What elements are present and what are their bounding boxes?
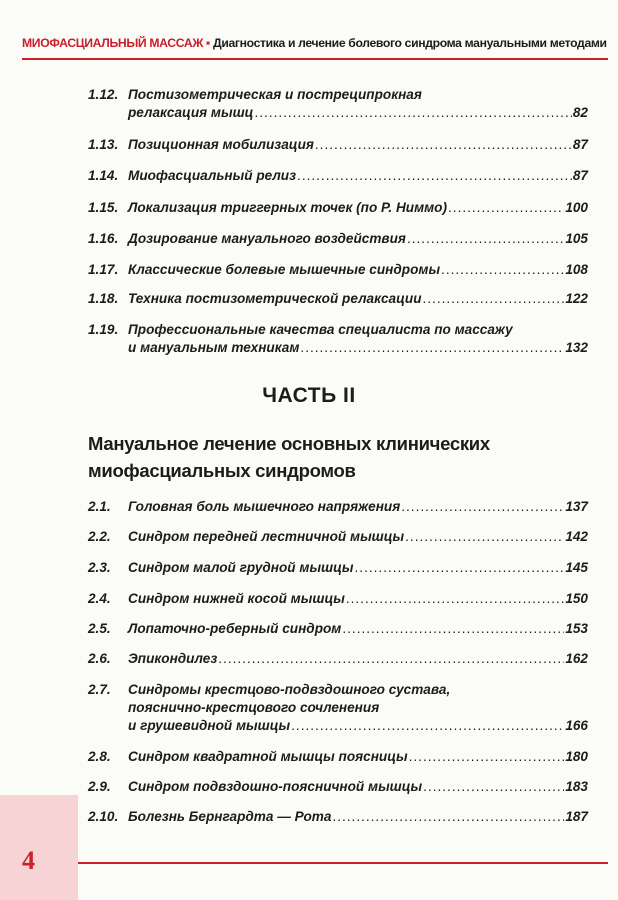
- toc-number: 2.1.: [88, 499, 111, 514]
- toc-page: 180: [565, 749, 588, 764]
- leader-dots: [218, 650, 564, 668]
- toc-number: 2.4.: [88, 591, 111, 606]
- leader-dots: [423, 290, 565, 308]
- toc-title: Профессиональные качества специалиста по массажу: [128, 322, 513, 337]
- toc-page: 162: [565, 651, 588, 666]
- toc-entry-2-4[interactable]: [88, 590, 588, 608]
- leader-dots: [448, 199, 564, 217]
- toc-entry-1-12[interactable]: [88, 86, 588, 122]
- toc-entry-2-9[interactable]: [88, 778, 588, 796]
- header-brand: МИОФАСЦИАЛЬНЫЙ МАССАЖ: [22, 36, 204, 50]
- toc-title: Головная боль мышечного напряжения: [128, 499, 401, 514]
- leader-dots: [441, 261, 564, 279]
- leader-dots: [300, 339, 564, 357]
- toc-entry-1-17[interactable]: [88, 261, 588, 279]
- toc-title: и мануальным техникам: [128, 340, 300, 355]
- toc-number: 1.18.: [88, 291, 119, 306]
- toc-title: Болезнь Бернгардта — Рота: [128, 809, 332, 824]
- toc-entry-2-2[interactable]: [88, 528, 588, 546]
- page-number: 4: [22, 846, 35, 875]
- header-rule: [22, 58, 608, 60]
- toc-title: и грушевидной мышцы: [128, 718, 291, 733]
- toc-number: 2.2.: [88, 529, 111, 544]
- toc-entry-1-18[interactable]: [88, 290, 588, 308]
- toc-title: Классические болевые мышечные синдромы: [128, 262, 441, 277]
- section-title-line: миофасциальных синдромов: [88, 460, 356, 481]
- leader-dots: [409, 748, 565, 766]
- toc-page: 100: [565, 200, 588, 215]
- toc-page: 87: [572, 137, 588, 152]
- leader-dots: [355, 559, 565, 577]
- leader-dots: [342, 620, 564, 638]
- toc-title: Синдром квадратной мышцы поясницы: [128, 749, 408, 764]
- toc-title: Дозирование мануального воздействия: [128, 231, 406, 246]
- toc-number: 1.16.: [88, 231, 119, 246]
- toc-entry-2-3[interactable]: [88, 559, 588, 577]
- toc-page: 108: [565, 262, 588, 277]
- part-title: ЧАСТЬ II: [262, 384, 356, 407]
- leader-dots: [297, 167, 572, 185]
- toc-title: Синдром подвздошно-поясничной мышцы: [128, 779, 423, 794]
- toc-page: 153: [565, 621, 588, 636]
- toc-page: 183: [565, 779, 588, 794]
- toc-page: 150: [565, 591, 588, 606]
- toc-page: 87: [572, 168, 588, 183]
- toc-title: Синдромы крестцово-подвздошного сустава,: [128, 682, 451, 697]
- toc-entry-2-6[interactable]: [88, 650, 588, 668]
- toc-number: 1.14.: [88, 168, 119, 183]
- toc-title: Техника постизометрической релаксации: [128, 291, 422, 306]
- toc-title: Постизометрическая и постреципрокная: [128, 87, 422, 102]
- section-title-line: Мануальное лечение основных клинических: [88, 433, 490, 454]
- leader-dots: [254, 104, 571, 122]
- section-title: [88, 430, 558, 484]
- toc-page: 82: [572, 105, 588, 120]
- toc-number: 1.13.: [88, 137, 119, 152]
- toc-number: 1.12.: [88, 87, 119, 102]
- leader-dots: [405, 528, 564, 546]
- toc-entry-2-7[interactable]: [88, 681, 588, 735]
- toc-number: 2.7.: [88, 682, 111, 697]
- toc-title: Лопаточно-реберный синдром: [128, 621, 342, 636]
- toc-number: 1.17.: [88, 262, 119, 277]
- leader-dots: [332, 808, 564, 826]
- toc-entry-2-10[interactable]: [88, 808, 588, 826]
- running-header: [22, 36, 608, 50]
- header-separator: ▪: [206, 36, 210, 50]
- toc-title: Синдром нижней косой мышцы: [128, 591, 345, 606]
- toc-number: 2.10.: [88, 809, 119, 824]
- leader-dots: [291, 717, 564, 735]
- leader-dots: [401, 498, 564, 516]
- header-subtitle: Диагностика и лечение болевого синдрома мануальными методами: [213, 36, 607, 50]
- toc-page: 142: [565, 529, 588, 544]
- toc-number: 1.19.: [88, 322, 119, 337]
- footer-rule: [78, 862, 608, 864]
- page-number-tab: [0, 795, 78, 900]
- toc-number: 2.3.: [88, 560, 111, 575]
- toc-page: 187: [565, 809, 588, 824]
- toc-page: 145: [565, 560, 588, 575]
- toc-title: релаксация мышц: [128, 105, 254, 120]
- toc-entry-1-15[interactable]: [88, 199, 588, 217]
- toc-title: Локализация триггерных точек (по Р. Ниммо): [128, 200, 448, 215]
- toc-entry-2-5[interactable]: [88, 620, 588, 638]
- leader-dots: [407, 230, 564, 248]
- toc-page: 122: [565, 291, 588, 306]
- leader-dots: [315, 136, 572, 154]
- toc-title: Миофасциальный релиз: [128, 168, 297, 183]
- leader-dots: [346, 590, 564, 608]
- toc-entry-2-1[interactable]: [88, 498, 588, 516]
- leader-dots: [423, 778, 564, 796]
- toc-number: 2.9.: [88, 779, 111, 794]
- toc-number: 2.8.: [88, 749, 111, 764]
- toc-page: 105: [565, 231, 588, 246]
- toc-entry-1-19[interactable]: [88, 321, 588, 357]
- toc-entry-1-16[interactable]: [88, 230, 588, 248]
- toc-entry-2-8[interactable]: [88, 748, 588, 766]
- toc-title: Позиционная мобилизация: [128, 137, 314, 152]
- toc-title: Эпикондилез: [128, 651, 218, 666]
- toc-title: Синдром передней лестничной мышцы: [128, 529, 405, 544]
- toc-entry-1-14[interactable]: [88, 167, 588, 185]
- toc-number: 1.15.: [88, 200, 119, 215]
- toc-number: 2.6.: [88, 651, 111, 666]
- toc-title: Синдром малой грудной мышцы: [128, 560, 354, 575]
- toc-page: 132: [565, 340, 588, 355]
- toc-entry-1-13[interactable]: [88, 136, 588, 154]
- toc-title: пояснично-крестцового сочленения: [128, 700, 380, 715]
- toc-page: 166: [565, 718, 588, 733]
- toc-number: 2.5.: [88, 621, 111, 636]
- toc-page: 137: [565, 499, 588, 514]
